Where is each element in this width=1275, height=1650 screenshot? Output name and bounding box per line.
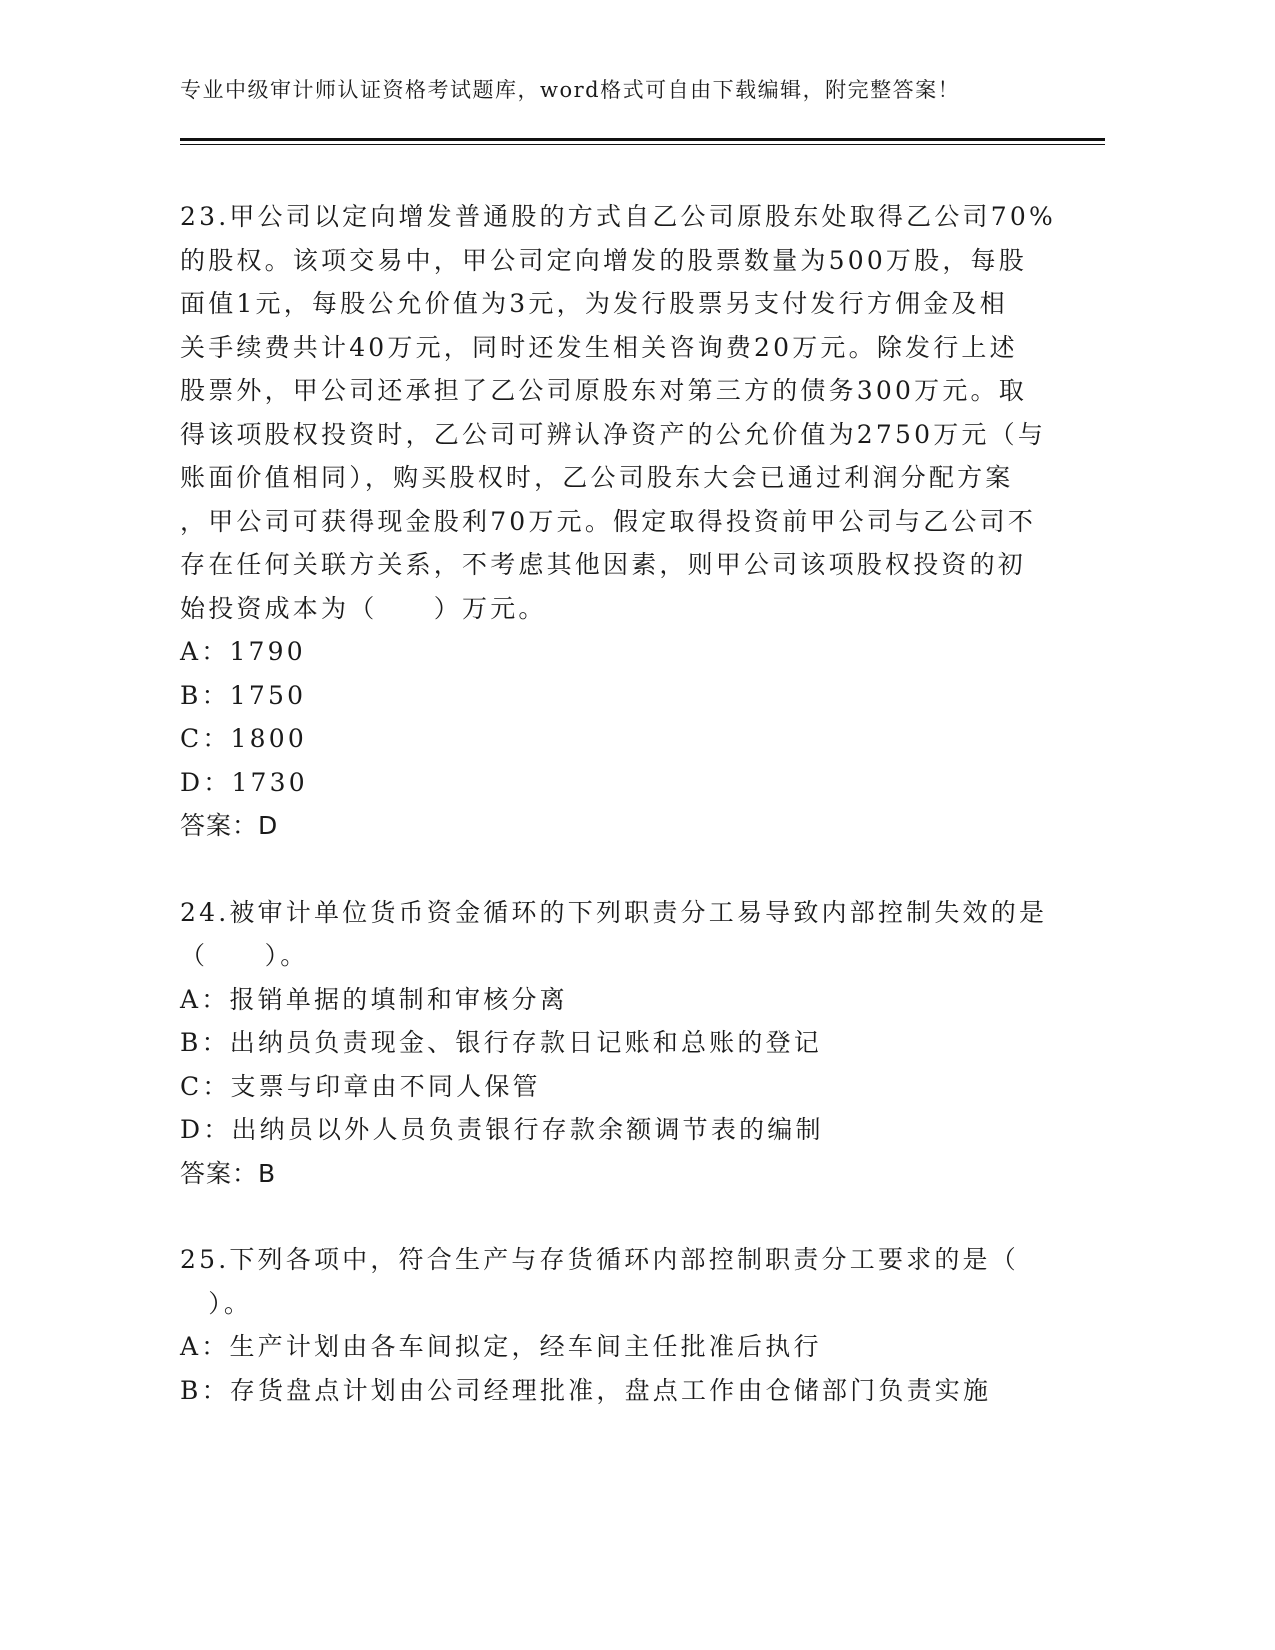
question-list xyxy=(180,195,1056,1412)
question-24 xyxy=(180,891,1048,1196)
question-stem-line: 始投资成本为（ ）万元。 xyxy=(180,593,547,623)
question-stem-line: 关手续费共计40万元，同时还发生相关咨询费20万元。除发行上述 xyxy=(180,332,1018,362)
option-a: A：1790 xyxy=(180,637,306,666)
option-a: A：生产计划由各车间拟定，经车间主任批准后执行 xyxy=(180,1332,822,1361)
question-stem-line: 账面价值相同），购买股权时，乙公司股东大会已通过利润分配方案 xyxy=(180,463,1014,492)
question-stem-line: ，甲公司可获得现金股利70万元。假定取得投资前甲公司与乙公司不 xyxy=(180,506,1037,536)
question-stem-line: 24.被审计单位货币资金循环的下列职责分工易导致内部控制失效的是 xyxy=(180,897,1048,927)
header-rule-thin xyxy=(180,144,1105,145)
question-25 xyxy=(180,1238,1030,1412)
answer-line: 答案：D xyxy=(180,811,279,840)
option-d: D：出纳员以外人员负责银行存款余额调节表的编制 xyxy=(180,1115,824,1144)
question-stem-line: 面值1元，每股公允价值为3元，为发行股票另支付发行方佣金及相 xyxy=(180,289,1008,318)
question-stem-line: 的股权。该项交易中，甲公司定向增发的股票数量为500万股，每股 xyxy=(180,245,1027,275)
question-23 xyxy=(180,195,1056,848)
question-stem-line: 25.下列各项中，符合生产与存货循环内部控制职责分工要求的是（ xyxy=(180,1245,1019,1274)
question-stem-line: 存在任何关联方关系，不考虑其他因素，则甲公司该项股权投资的初 xyxy=(180,550,1027,579)
page-header: 专业中级审计师认证资格考试题库，word格式可自由下载编辑，附完整答案！ xyxy=(180,78,961,102)
answer-line: 答案：B xyxy=(180,1158,277,1188)
question-spacer xyxy=(180,1195,1030,1238)
option-b: B：存货盘点计划由公司经理批准，盘点工作由仓储部门负责实施 xyxy=(180,1375,992,1405)
header-rule-thick xyxy=(180,138,1105,141)
option-b: B：出纳员负责现金、银行存款日记账和总账的登记 xyxy=(180,1028,822,1057)
question-stem-line: 得该项股权投资时，乙公司可辨认净资产的公允价值为2750万元（与 xyxy=(180,419,1047,449)
option-a: A：报销单据的填制和审核分离 xyxy=(180,984,568,1014)
question-stem-line: 股票外，甲公司还承担了乙公司原股东对第三方的债务300万元。取 xyxy=(180,376,1027,405)
option-d: D：1730 xyxy=(180,767,308,797)
question-spacer xyxy=(180,848,1030,891)
question-stem-line: 23.甲公司以定向增发普通股的方式自乙公司原股东处取得乙公司70% xyxy=(180,202,1056,231)
option-b: B：1750 xyxy=(180,680,307,710)
option-c: C：1800 xyxy=(180,724,307,753)
option-c: C：支票与印章由不同人保管 xyxy=(180,1071,541,1101)
question-stem-line: ）。 xyxy=(180,1288,253,1318)
question-stem-line: （ ）。 xyxy=(180,941,309,970)
